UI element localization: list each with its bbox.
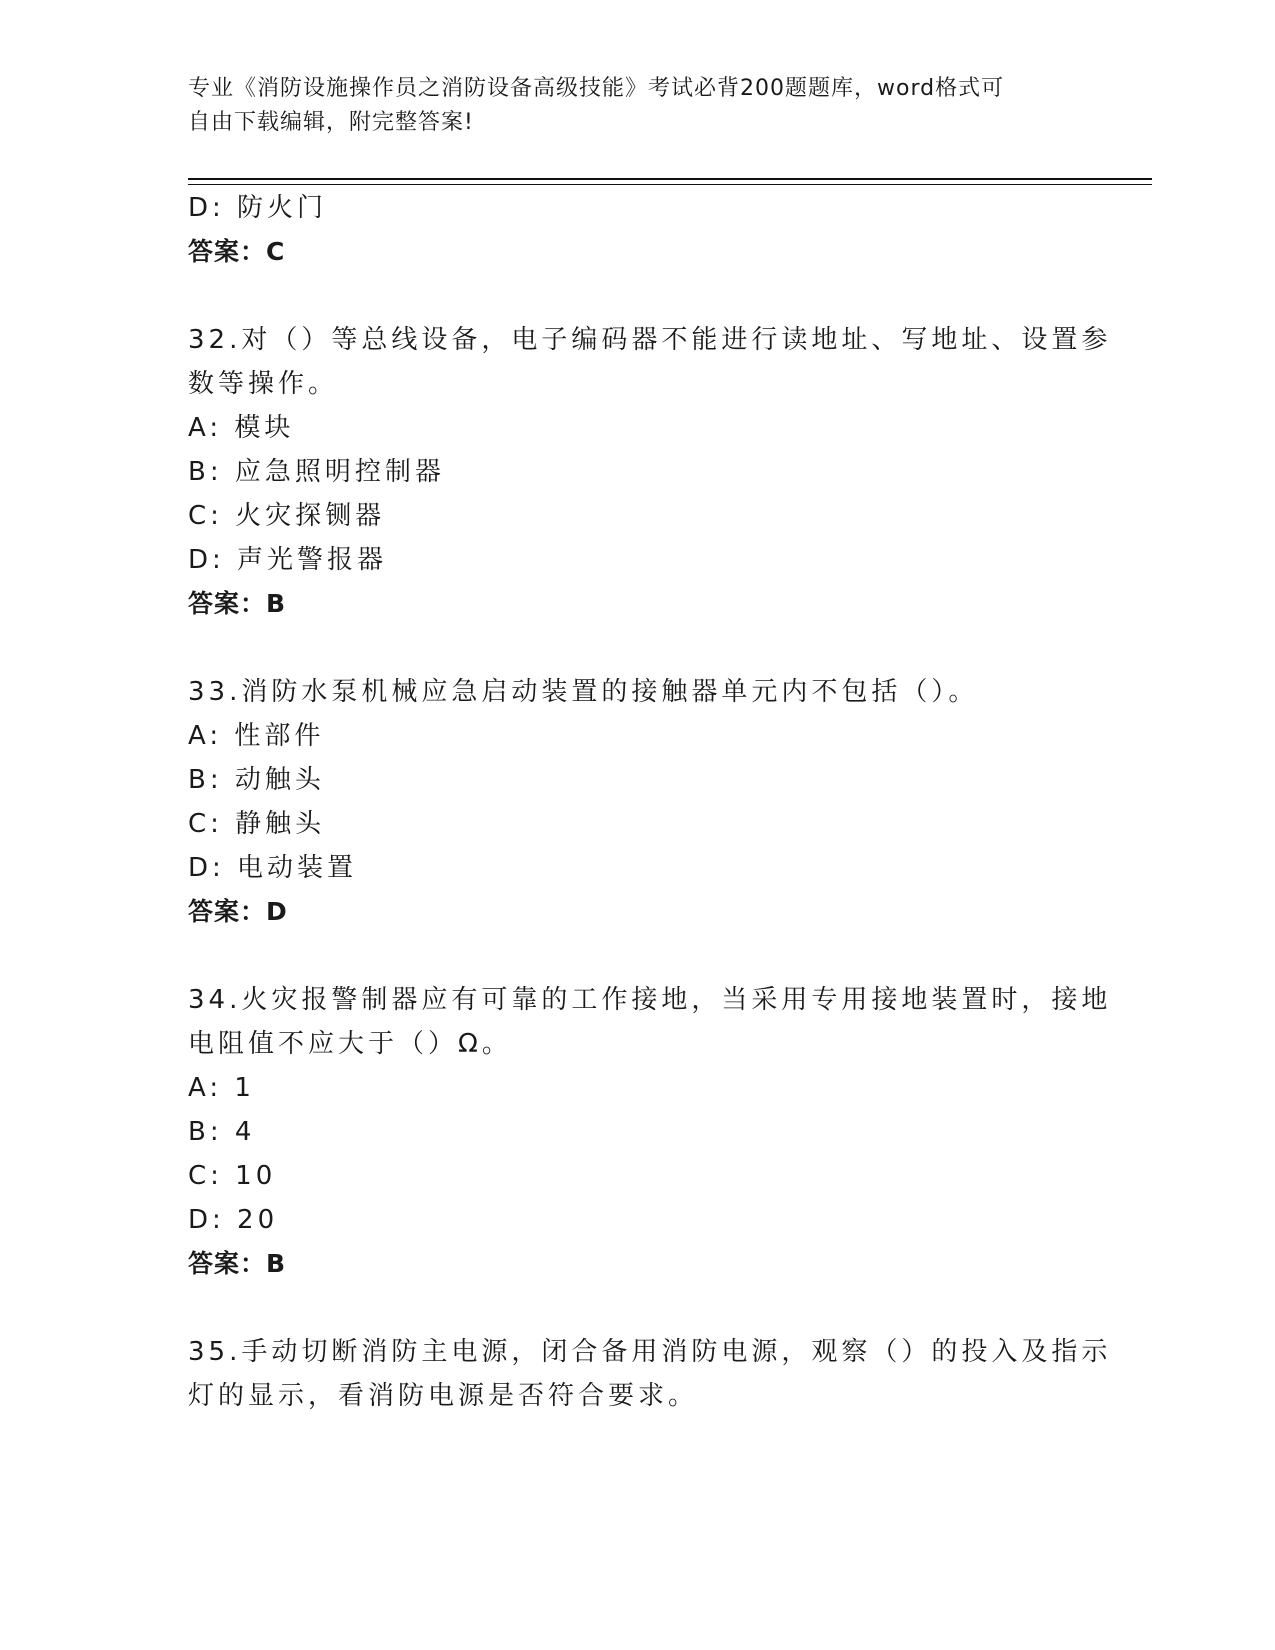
q32-option-c: C: 火灾探铡器 xyxy=(188,501,386,531)
q35-stem-line-1: 35.手动切断消防主电源，闭合备用消防电源，观察（）的投入及指示 xyxy=(188,1337,1112,1367)
q35-stem-line-2: 灯的显示，看消防电源是否符合要求。 xyxy=(188,1381,699,1411)
q33-answer: 答案：D xyxy=(188,897,288,926)
q32-option-b: B: 应急照明控制器 xyxy=(188,457,445,487)
q32-stem-line-1: 32.对（）等总线设备，电子编码器不能进行读地址、写地址、设置参 xyxy=(188,325,1112,355)
q33-option-d: D: 电动装置 xyxy=(188,853,358,883)
q34-stem-line-2: 电阻值不应大于（）Ω。 xyxy=(188,1029,512,1059)
q34-stem-line-1: 34.火灾报警制器应有可靠的工作接地，当采用专用接地装置时，接地 xyxy=(188,985,1112,1015)
q33-option-a: A: 性部件 xyxy=(188,721,325,751)
q32-stem-line-2: 数等操作。 xyxy=(188,369,339,399)
q32-option-a: A: 模块 xyxy=(188,413,295,443)
header-title-line-2: 自由下载编辑，附完整答案! xyxy=(188,110,474,135)
q31-option-d: D: 防火门 xyxy=(188,193,328,223)
q32-answer: 答案：B xyxy=(188,589,287,618)
q34-answer: 答案：B xyxy=(188,1249,287,1278)
q31-answer: 答案：C xyxy=(188,237,286,266)
q34-option-a: A: 1 xyxy=(188,1073,255,1103)
q34-option-c: C: 10 xyxy=(188,1161,277,1191)
header-title-line-1: 专业《消防设施操作员之消防设备高级技能》考试必背200题题库，word格式可 xyxy=(188,76,1005,101)
document-header xyxy=(188,72,1068,140)
q34-option-d: D: 20 xyxy=(188,1205,279,1235)
header-divider-thin xyxy=(188,184,1152,185)
header-divider-thick xyxy=(188,178,1152,180)
q32-option-d: D: 声光警报器 xyxy=(188,545,388,575)
q33-option-c: C: 静触头 xyxy=(188,809,326,839)
q33-stem-line-1: 33.消防水泵机械应急启动装置的接触器单元内不包括（）。 xyxy=(188,677,979,707)
q33-option-b: B: 动触头 xyxy=(188,765,325,795)
q34-option-b: B: 4 xyxy=(188,1117,256,1147)
